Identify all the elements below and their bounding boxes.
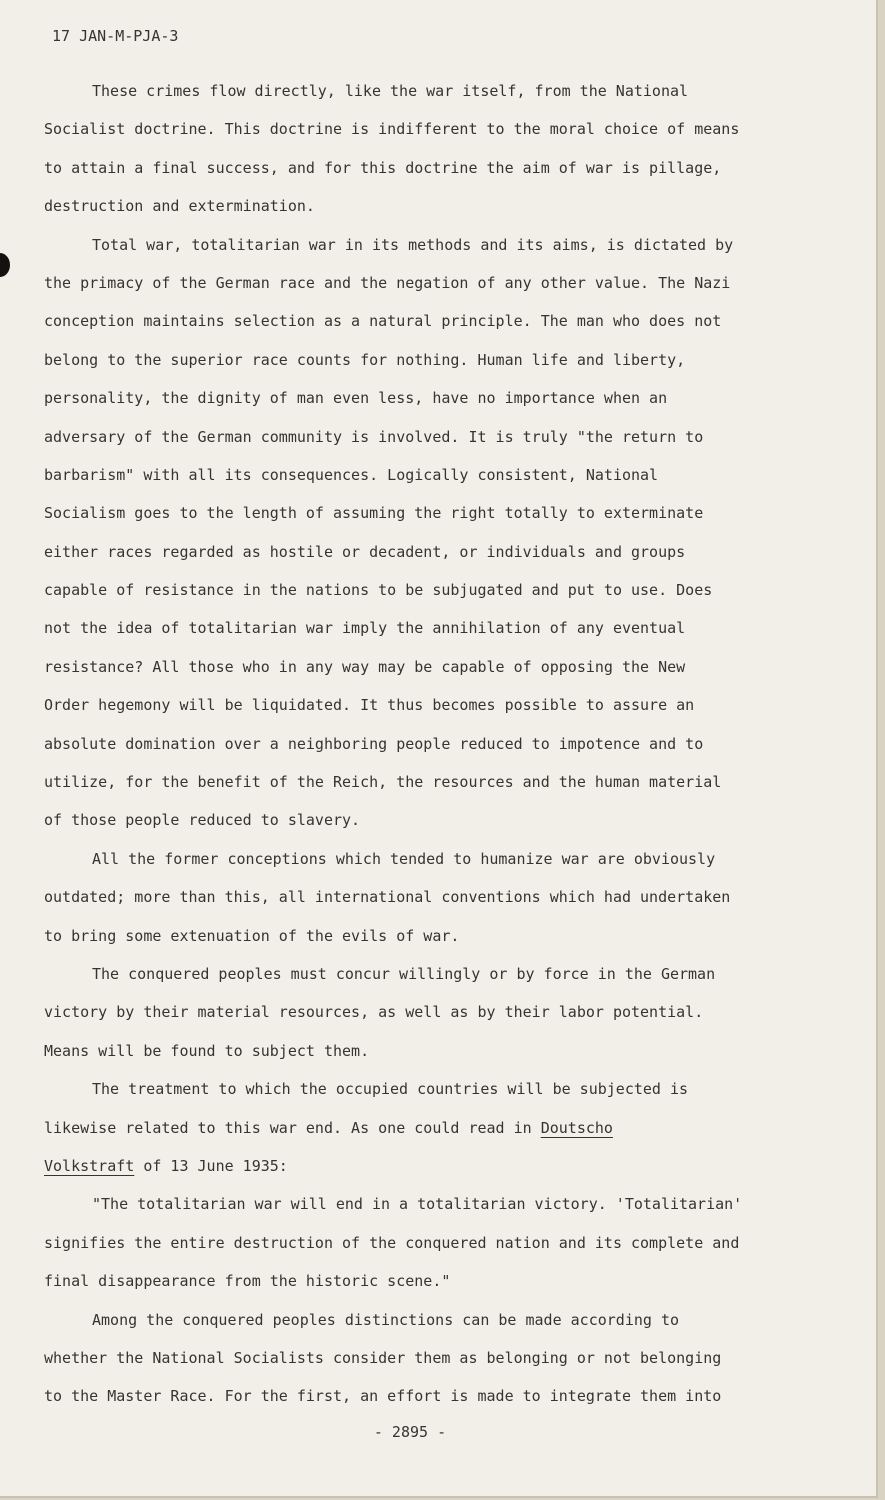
text-line: Order hegemony will be liquidated. It thus becomes possible to assure an — [44, 696, 695, 715]
text-line: The treatment to which the occupied countries will be subjected is — [92, 1080, 689, 1099]
text-line: conception maintains selection as a natural principle. The man who does not — [44, 312, 722, 331]
text-line: of those people reduced to slavery. — [44, 811, 361, 830]
text-line: All the former conceptions which tended to humanize war are obviously — [92, 849, 716, 868]
text-line: barbarism" with all its consequences. Logically consistent, National — [44, 465, 659, 484]
text-line: capable of resistance in the nations to be subjugated and put to use. Does — [44, 581, 713, 600]
text-line: victory by their material resources, as well as by their labor potential. — [44, 1003, 704, 1022]
text-line: Among the conquered peoples distinctions can be made according to — [92, 1310, 679, 1329]
text-line: resistance? All those who in any way may be capable of opposing the New — [44, 657, 686, 676]
text-line: Total war, totalitarian war in its methods and its aims, is dictated by — [92, 235, 734, 254]
text-segment: likewise related to this war end. As one could read in — [44, 1118, 541, 1137]
underlined-title-part: Doutscho — [540, 1118, 613, 1137]
text-line: Socialism goes to the length of assuming the right totally to exterminate — [44, 504, 704, 523]
text-segment: of 13 June 1935: — [134, 1156, 288, 1175]
text-line: personality, the dignity of man even less, have no importance when an — [44, 389, 668, 408]
quote-line: final disappearance from the historic scene." — [44, 1272, 451, 1291]
text-line: These crimes flow directly, like the war itself, from the National — [92, 82, 689, 100]
text-line: belong to the superior race counts for nothing. Human life and liberty, — [44, 350, 686, 369]
text-line: either races regarded as hostile or decadent, or individuals and groups — [44, 542, 686, 561]
text-line: utilize, for the benefit of the Reich, the resources and the human material — [44, 773, 722, 792]
text-line: Socialist doctrine. This doctrine is indifferent to the moral choice of means — [44, 120, 740, 139]
text-line: The conquered peoples must concur willingly or by force in the German — [92, 964, 716, 983]
text-line: adversary of the German community is involved. It is truly "the return to — [44, 427, 704, 446]
text-line: to attain a final success, and for this doctrine the aim of war is pillage, — [44, 158, 722, 177]
underlined-title-part: Volkstraft — [44, 1156, 135, 1175]
text-line: not the idea of totalitarian war imply the annihilation of any eventual — [44, 619, 686, 638]
text-line: to bring some extenuation of the evils of war. — [44, 926, 460, 945]
text-line — [44, 1109, 844, 1147]
page-number: - 2895 - — [373, 1423, 447, 1441]
document-body — [44, 72, 844, 1416]
text-line: to the Master Race. For the first, an effort is made to integrate them into — [44, 1387, 722, 1406]
text-line: the primacy of the German race and the negation of any other value. The Nazi — [44, 273, 731, 292]
text-line: absolute domination over a neighboring people reduced to impotence and to — [44, 734, 704, 753]
punch-hole — [0, 253, 10, 277]
text-line: outdated; more than this, all international conventions which had undertaken — [44, 888, 731, 907]
text-line: whether the National Socialists consider them as belonging or not belonging — [44, 1348, 722, 1367]
text-line — [44, 1147, 844, 1185]
quote-line: signifies the entire destruction of the conquered nation and its complete and — [44, 1233, 740, 1252]
text-line: Means will be found to subject them. — [44, 1041, 370, 1060]
quote-line: "The totalitarian war will end in a totalitarian victory. 'Totalitarian' — [92, 1195, 743, 1214]
document-reference: 17 JAN-M-PJA-3 — [52, 27, 179, 45]
text-line: destruction and extermination. — [44, 197, 315, 216]
